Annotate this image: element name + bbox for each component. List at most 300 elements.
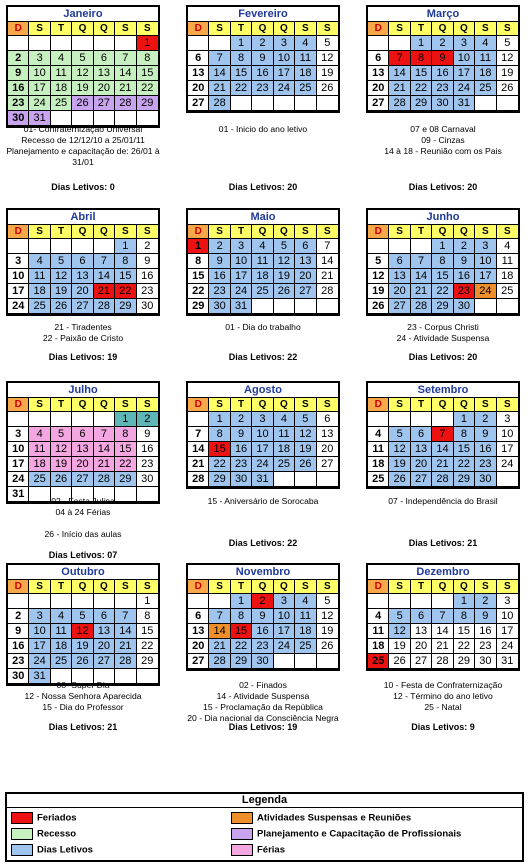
empty-cell <box>317 299 338 314</box>
day-cell: 6 <box>317 412 338 427</box>
month-notes <box>0 496 168 540</box>
month-maio <box>186 208 340 316</box>
day-cell: 15 <box>188 269 209 284</box>
weekday-header: S <box>497 398 518 412</box>
legend-swatch <box>231 812 253 824</box>
day-cell: 28 <box>209 654 230 669</box>
weekday-header: T <box>231 580 252 594</box>
note-line: 15 - Proclamação da República <box>203 702 323 712</box>
day-cell: 4 <box>295 36 316 51</box>
day-cell: 28 <box>317 284 338 299</box>
empty-cell <box>188 36 209 51</box>
day-cell: 23 <box>8 654 29 669</box>
weekday-header: D <box>188 580 209 594</box>
day-cell: 22 <box>411 81 432 96</box>
day-cell: 2 <box>8 609 29 624</box>
day-cell: 13 <box>94 66 115 81</box>
day-cell: 4 <box>475 36 496 51</box>
day-cell: 21 <box>317 269 338 284</box>
day-cell: 11 <box>295 609 316 624</box>
day-cell: 27 <box>411 472 432 487</box>
day-cell: 8 <box>115 254 136 269</box>
empty-cell <box>497 96 518 111</box>
day-cell: 5 <box>497 36 518 51</box>
day-cell: 5 <box>72 609 93 624</box>
day-cell: 13 <box>411 442 432 457</box>
day-cell: 8 <box>137 51 158 66</box>
empty-cell <box>317 96 338 111</box>
day-cell: 25 <box>274 457 295 472</box>
weekday-header: Q <box>274 398 295 412</box>
day-cell: 4 <box>274 412 295 427</box>
day-cell: 24 <box>252 457 273 472</box>
empty-cell <box>274 472 295 487</box>
day-cell: 10 <box>8 442 29 457</box>
day-cell: 27 <box>295 284 316 299</box>
weekday-header: Q <box>72 580 93 594</box>
weekday-header: D <box>188 398 209 412</box>
empty-cell <box>231 96 252 111</box>
day-cell: 27 <box>188 96 209 111</box>
day-cell: 17 <box>454 66 475 81</box>
dias-letivos: Dias Letivos: 07 <box>48 550 118 560</box>
day-cell: 8 <box>231 609 252 624</box>
note-line <box>0 518 168 529</box>
weekday-header: T <box>411 225 432 239</box>
day-cell: 12 <box>295 427 316 442</box>
month-notes <box>358 322 528 344</box>
legend-label: Feriados <box>37 812 77 824</box>
dias-letivos: Dias Letivos: 21 <box>48 722 118 732</box>
day-cell: 14 <box>432 624 453 639</box>
note-line: 09 - Cinzas <box>421 135 465 145</box>
day-cell: 31 <box>497 654 518 669</box>
legend-label: Recesso <box>37 828 77 840</box>
note-line: 04 à 24 Férias <box>55 507 111 517</box>
empty-cell <box>497 472 518 487</box>
day-cell: 2 <box>475 594 496 609</box>
weekday-header: S <box>475 580 496 594</box>
day-cell: 8 <box>188 254 209 269</box>
note-line: 01- Confraternização Universal <box>23 124 143 134</box>
weekday-header: S <box>295 398 316 412</box>
day-cell: 7 <box>94 427 115 442</box>
empty-cell <box>295 472 316 487</box>
day-cell: 19 <box>317 624 338 639</box>
day-cell: 11 <box>368 624 389 639</box>
weekday-header: Q <box>274 225 295 239</box>
day-cell: 28 <box>411 299 432 314</box>
note-line: 24 - Atividade Suspensa <box>396 333 490 343</box>
day-cell: 25 <box>252 284 273 299</box>
weekday-header: S <box>497 22 518 36</box>
dias-letivos: Dias Letivos: 9 <box>411 722 475 732</box>
empty-cell <box>368 412 389 427</box>
day-grid <box>368 225 518 314</box>
day-cell: 1 <box>137 594 158 609</box>
empty-cell <box>411 594 432 609</box>
day-cell: 3 <box>274 36 295 51</box>
weekday-header: Q <box>94 225 115 239</box>
weekday-header: Q <box>94 22 115 36</box>
empty-cell <box>411 239 432 254</box>
empty-cell <box>209 36 230 51</box>
weekday-header: S <box>389 225 410 239</box>
weekday-header: T <box>411 22 432 36</box>
weekday-header: Q <box>274 22 295 36</box>
day-cell: 5 <box>389 609 410 624</box>
day-cell: 3 <box>274 594 295 609</box>
weekday-header: S <box>389 580 410 594</box>
day-cell: 12 <box>389 624 410 639</box>
day-cell: 12 <box>51 442 72 457</box>
day-cell: 3 <box>29 609 50 624</box>
day-cell: 22 <box>454 457 475 472</box>
day-cell: 19 <box>72 81 93 96</box>
day-cell: 23 <box>432 81 453 96</box>
day-cell: 11 <box>51 624 72 639</box>
day-cell: 28 <box>389 96 410 111</box>
day-cell: 12 <box>317 51 338 66</box>
day-cell: 9 <box>252 51 273 66</box>
day-cell: 20 <box>72 284 93 299</box>
weekday-header: Q <box>454 580 475 594</box>
day-cell: 18 <box>51 639 72 654</box>
day-cell: 22 <box>137 639 158 654</box>
day-cell: 4 <box>295 594 316 609</box>
empty-cell <box>51 412 72 427</box>
month-janeiro <box>6 5 160 128</box>
day-cell: 22 <box>115 457 136 472</box>
day-cell: 12 <box>72 624 93 639</box>
day-cell: 16 <box>252 624 273 639</box>
day-cell: 10 <box>8 269 29 284</box>
legend-swatch <box>231 844 253 856</box>
legend-title: Legenda <box>7 794 522 808</box>
day-cell: 5 <box>317 594 338 609</box>
day-grid <box>368 398 518 487</box>
day-cell: 11 <box>295 51 316 66</box>
month-novembro <box>186 563 340 671</box>
day-cell: 27 <box>188 654 209 669</box>
day-cell: 20 <box>411 639 432 654</box>
month-notes <box>358 680 528 713</box>
day-cell: 6 <box>368 51 389 66</box>
note-line: 12 - Nossa Senhora Aparecida <box>24 691 142 701</box>
day-cell: 28 <box>115 654 136 669</box>
day-cell: 17 <box>29 81 50 96</box>
month-notes <box>358 124 528 157</box>
day-cell: 20 <box>94 639 115 654</box>
weekday-header: S <box>497 580 518 594</box>
day-cell: 3 <box>8 427 29 442</box>
day-cell: 29 <box>454 472 475 487</box>
empty-cell <box>72 412 93 427</box>
empty-cell <box>368 594 389 609</box>
legend-label: Férias <box>257 844 285 856</box>
day-cell: 15 <box>411 66 432 81</box>
day-cell: 27 <box>317 457 338 472</box>
empty-cell <box>295 299 316 314</box>
weekday-header: S <box>389 22 410 36</box>
month-title: Abril <box>8 210 158 225</box>
weekday-header: S <box>475 225 496 239</box>
legend-label: Atividades Suspensas e Reuniões <box>257 812 412 824</box>
day-cell: 7 <box>411 254 432 269</box>
day-cell: 25 <box>295 81 316 96</box>
day-cell: 22 <box>115 284 136 299</box>
day-cell: 11 <box>368 442 389 457</box>
note-line: 15 - Aniversário de Sorocaba <box>207 496 319 506</box>
day-cell: 26 <box>72 96 93 111</box>
empty-cell <box>115 36 136 51</box>
day-cell: 15 <box>137 624 158 639</box>
weekday-header: S <box>317 580 338 594</box>
day-cell: 18 <box>368 457 389 472</box>
empty-cell <box>94 412 115 427</box>
day-cell: 18 <box>29 457 50 472</box>
day-cell: 21 <box>209 81 230 96</box>
empty-cell <box>8 594 29 609</box>
day-cell: 13 <box>389 269 410 284</box>
day-cell: 20 <box>188 81 209 96</box>
weekday-header: S <box>137 22 158 36</box>
day-cell: 26 <box>51 472 72 487</box>
day-cell: 14 <box>115 66 136 81</box>
day-cell: 6 <box>411 427 432 442</box>
day-cell: 7 <box>432 609 453 624</box>
day-cell: 30 <box>454 299 475 314</box>
day-cell: 21 <box>432 457 453 472</box>
month-notes <box>178 124 348 135</box>
day-cell: 25 <box>475 81 496 96</box>
day-cell: 29 <box>454 654 475 669</box>
day-cell: 11 <box>497 254 518 269</box>
day-cell: 10 <box>29 66 50 81</box>
day-cell: 24 <box>454 81 475 96</box>
day-cell: 20 <box>72 457 93 472</box>
day-cell: 13 <box>368 66 389 81</box>
day-cell: 25 <box>51 654 72 669</box>
day-cell: 9 <box>454 254 475 269</box>
weekday-header: D <box>8 398 29 412</box>
day-cell: 5 <box>51 254 72 269</box>
day-cell: 20 <box>389 284 410 299</box>
day-cell: 9 <box>137 254 158 269</box>
day-cell: 24 <box>497 639 518 654</box>
weekday-header: Q <box>94 580 115 594</box>
day-cell: 12 <box>497 51 518 66</box>
weekday-header: Q <box>252 398 273 412</box>
month-agosto <box>186 381 340 489</box>
weekday-header: T <box>411 398 432 412</box>
month-title: Setembro <box>368 383 518 398</box>
note-line: 08- Super Dia <box>56 680 110 690</box>
day-cell: 13 <box>317 427 338 442</box>
day-cell: 3 <box>231 239 252 254</box>
legend-item <box>231 844 285 856</box>
day-cell: 31 <box>231 299 252 314</box>
day-cell: 18 <box>51 81 72 96</box>
weekday-header: Q <box>252 580 273 594</box>
empty-cell <box>274 299 295 314</box>
weekday-header: S <box>209 225 230 239</box>
legend-label: Planejamento e Capacitação de Profissionais <box>257 828 462 840</box>
day-cell: 21 <box>389 81 410 96</box>
day-cell: 4 <box>368 609 389 624</box>
day-cell: 24 <box>8 472 29 487</box>
weekday-header: D <box>8 225 29 239</box>
day-cell: 26 <box>389 654 410 669</box>
day-cell: 12 <box>51 269 72 284</box>
day-cell: 7 <box>115 51 136 66</box>
day-cell: 25 <box>29 472 50 487</box>
day-cell: 16 <box>8 639 29 654</box>
day-cell: 16 <box>432 66 453 81</box>
day-cell: 11 <box>29 269 50 284</box>
day-cell: 9 <box>432 51 453 66</box>
day-cell: 24 <box>231 284 252 299</box>
day-grid <box>8 580 158 684</box>
day-cell: 11 <box>252 254 273 269</box>
day-cell: 16 <box>137 269 158 284</box>
empty-cell <box>252 96 273 111</box>
day-cell: 27 <box>389 299 410 314</box>
day-cell: 28 <box>209 96 230 111</box>
day-cell: 18 <box>475 66 496 81</box>
day-grid <box>188 225 338 314</box>
note-line: 25 - Natal <box>424 702 462 712</box>
day-cell: 6 <box>72 427 93 442</box>
day-cell: 22 <box>137 81 158 96</box>
day-cell: 7 <box>209 609 230 624</box>
month-julho <box>6 381 160 504</box>
empty-cell <box>51 36 72 51</box>
day-cell: 27 <box>94 654 115 669</box>
day-cell: 23 <box>475 457 496 472</box>
day-cell: 2 <box>137 412 158 427</box>
day-cell: 22 <box>188 284 209 299</box>
month-notes <box>178 680 348 724</box>
empty-cell <box>72 594 93 609</box>
day-cell: 19 <box>72 639 93 654</box>
day-cell: 8 <box>411 51 432 66</box>
note-line: 21 - Tiradentes <box>54 322 112 332</box>
day-cell: 21 <box>94 457 115 472</box>
weekday-header: D <box>8 580 29 594</box>
day-cell: 26 <box>317 81 338 96</box>
day-cell: 24 <box>29 654 50 669</box>
day-cell: 21 <box>209 639 230 654</box>
day-cell: 29 <box>209 472 230 487</box>
weekday-header: S <box>209 398 230 412</box>
day-cell: 30 <box>475 472 496 487</box>
empty-cell <box>295 654 316 669</box>
dias-letivos: Dias Letivos: 22 <box>228 352 298 362</box>
day-cell: 15 <box>454 624 475 639</box>
day-cell: 28 <box>188 472 209 487</box>
weekday-header: D <box>188 225 209 239</box>
day-cell: 7 <box>317 239 338 254</box>
empty-cell <box>94 239 115 254</box>
day-cell: 16 <box>231 442 252 457</box>
day-cell: 23 <box>231 457 252 472</box>
day-cell: 26 <box>317 639 338 654</box>
weekday-header: T <box>231 22 252 36</box>
day-cell: 18 <box>295 66 316 81</box>
weekday-header: Q <box>454 225 475 239</box>
day-cell: 13 <box>188 624 209 639</box>
note-line: Planejamento e capacitação de: 26/01 à 31/01 <box>6 146 160 167</box>
day-cell: 23 <box>8 96 29 111</box>
empty-cell <box>317 472 338 487</box>
day-cell: 7 <box>209 51 230 66</box>
day-cell: 10 <box>475 254 496 269</box>
note-line: 20 - Dia nacional da Consciência Negra <box>187 713 339 723</box>
day-cell: 30 <box>137 299 158 314</box>
empty-cell <box>432 412 453 427</box>
day-cell: 31 <box>29 111 50 126</box>
day-cell: 1 <box>231 594 252 609</box>
day-cell: 18 <box>29 284 50 299</box>
day-grid <box>368 22 518 111</box>
day-cell: 14 <box>209 66 230 81</box>
weekday-header: Q <box>72 22 93 36</box>
day-cell: 20 <box>411 457 432 472</box>
day-cell: 29 <box>231 654 252 669</box>
day-cell: 7 <box>432 427 453 442</box>
day-cell: 6 <box>72 254 93 269</box>
day-cell: 20 <box>188 639 209 654</box>
weekday-header: Q <box>432 225 453 239</box>
day-cell: 25 <box>368 654 389 669</box>
empty-cell <box>94 594 115 609</box>
empty-cell <box>252 299 273 314</box>
day-cell: 29 <box>411 96 432 111</box>
day-cell: 8 <box>231 51 252 66</box>
empty-cell <box>94 36 115 51</box>
day-cell: 24 <box>475 284 496 299</box>
day-grid <box>188 580 338 669</box>
dias-letivos: Dias Letivos: 22 <box>228 538 298 548</box>
day-grid <box>8 225 158 314</box>
dias-letivos: Dias Letivos: 20 <box>228 182 298 192</box>
day-cell: 1 <box>432 239 453 254</box>
day-cell: 6 <box>295 239 316 254</box>
note-line: 01 - Dia do trabalho <box>225 322 301 332</box>
weekday-header: Q <box>94 398 115 412</box>
day-cell: 25 <box>497 284 518 299</box>
note-line: 02 - Finados <box>239 680 287 690</box>
day-cell: 19 <box>274 269 295 284</box>
day-cell: 2 <box>137 239 158 254</box>
day-cell: 26 <box>274 284 295 299</box>
day-cell: 1 <box>231 36 252 51</box>
day-cell: 9 <box>475 609 496 624</box>
day-cell: 5 <box>368 254 389 269</box>
day-cell: 8 <box>115 427 136 442</box>
note-line: 22 - Paixão de Cristo <box>42 333 124 343</box>
day-cell: 20 <box>317 442 338 457</box>
day-cell: 18 <box>295 624 316 639</box>
day-cell: 14 <box>209 624 230 639</box>
day-cell: 1 <box>188 239 209 254</box>
month-title: Dezembro <box>368 565 518 580</box>
weekday-header: S <box>209 22 230 36</box>
day-cell: 2 <box>252 594 273 609</box>
day-cell: 31 <box>29 669 50 684</box>
day-cell: 13 <box>295 254 316 269</box>
